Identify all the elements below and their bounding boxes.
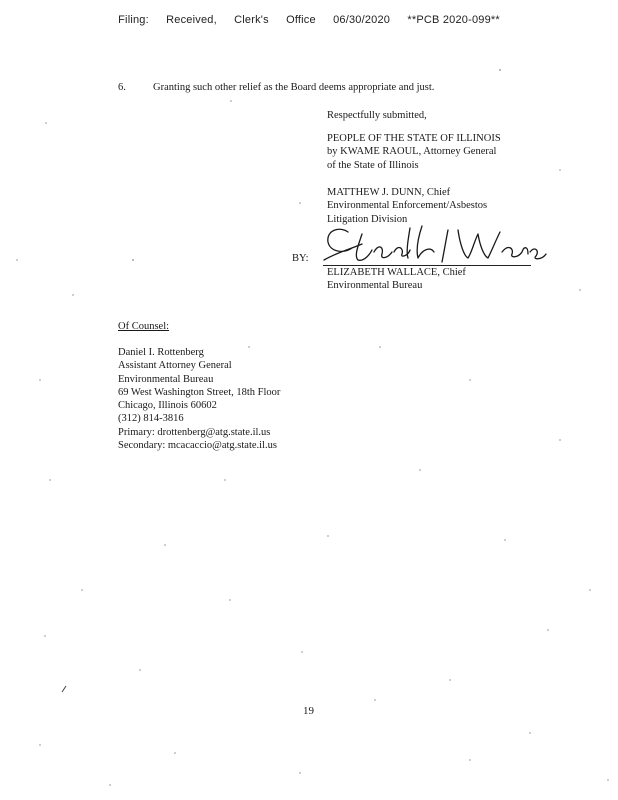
page-number: 19 xyxy=(303,705,314,717)
counsel-line: Daniel I. Rottenberg xyxy=(118,347,204,358)
counsel-line: 69 West Washington Street, 18th Floor xyxy=(118,386,281,398)
closing-phrase: Respectfully submitted, xyxy=(327,110,427,121)
counsel-line: Environmental Bureau xyxy=(118,373,214,385)
counsel-email-primary: Primary: drottenberg@atg.state.il.us xyxy=(118,426,271,438)
counsel-line: Chicago, Illinois 60602 xyxy=(118,400,217,412)
dunn-line: MATTHEW J. DUNN, Chief xyxy=(327,187,451,198)
by-label: BY: xyxy=(292,253,309,264)
people-line: PEOPLE OF THE STATE OF ILLINOIS xyxy=(327,133,501,144)
header-date: 06/30/2020 xyxy=(333,14,391,26)
header-office: Office xyxy=(286,14,316,26)
header-clerks: Clerk's xyxy=(234,14,269,26)
header-filing: Filing: xyxy=(118,14,149,26)
relief-item-text: Granting such other relief as the Board deems appropriate and just. xyxy=(153,82,435,93)
dunn-line: Litigation Division xyxy=(327,213,408,225)
signer-line: Environmental Bureau xyxy=(327,280,423,292)
counsel-line: Assistant Attorney General xyxy=(118,360,232,372)
relief-item-number: 6. xyxy=(118,82,126,93)
counsel-email-secondary: Secondary: mcacaccio@atg.state.il.us xyxy=(118,440,277,452)
people-line: of the State of Illinois xyxy=(327,159,419,171)
dunn-line: Environmental Enforcement/Asbestos xyxy=(327,200,488,212)
header-docket: **PCB 2020-099** xyxy=(407,14,500,26)
signer-line: ELIZABETH WALLACE, Chief xyxy=(327,267,466,278)
counsel-line: (312) 814-3816 xyxy=(118,413,184,425)
of-counsel-heading: Of Counsel: xyxy=(118,321,170,332)
header-received: Received, xyxy=(166,14,217,26)
people-line: by KWAME RAOUL, Attorney General xyxy=(327,146,497,158)
